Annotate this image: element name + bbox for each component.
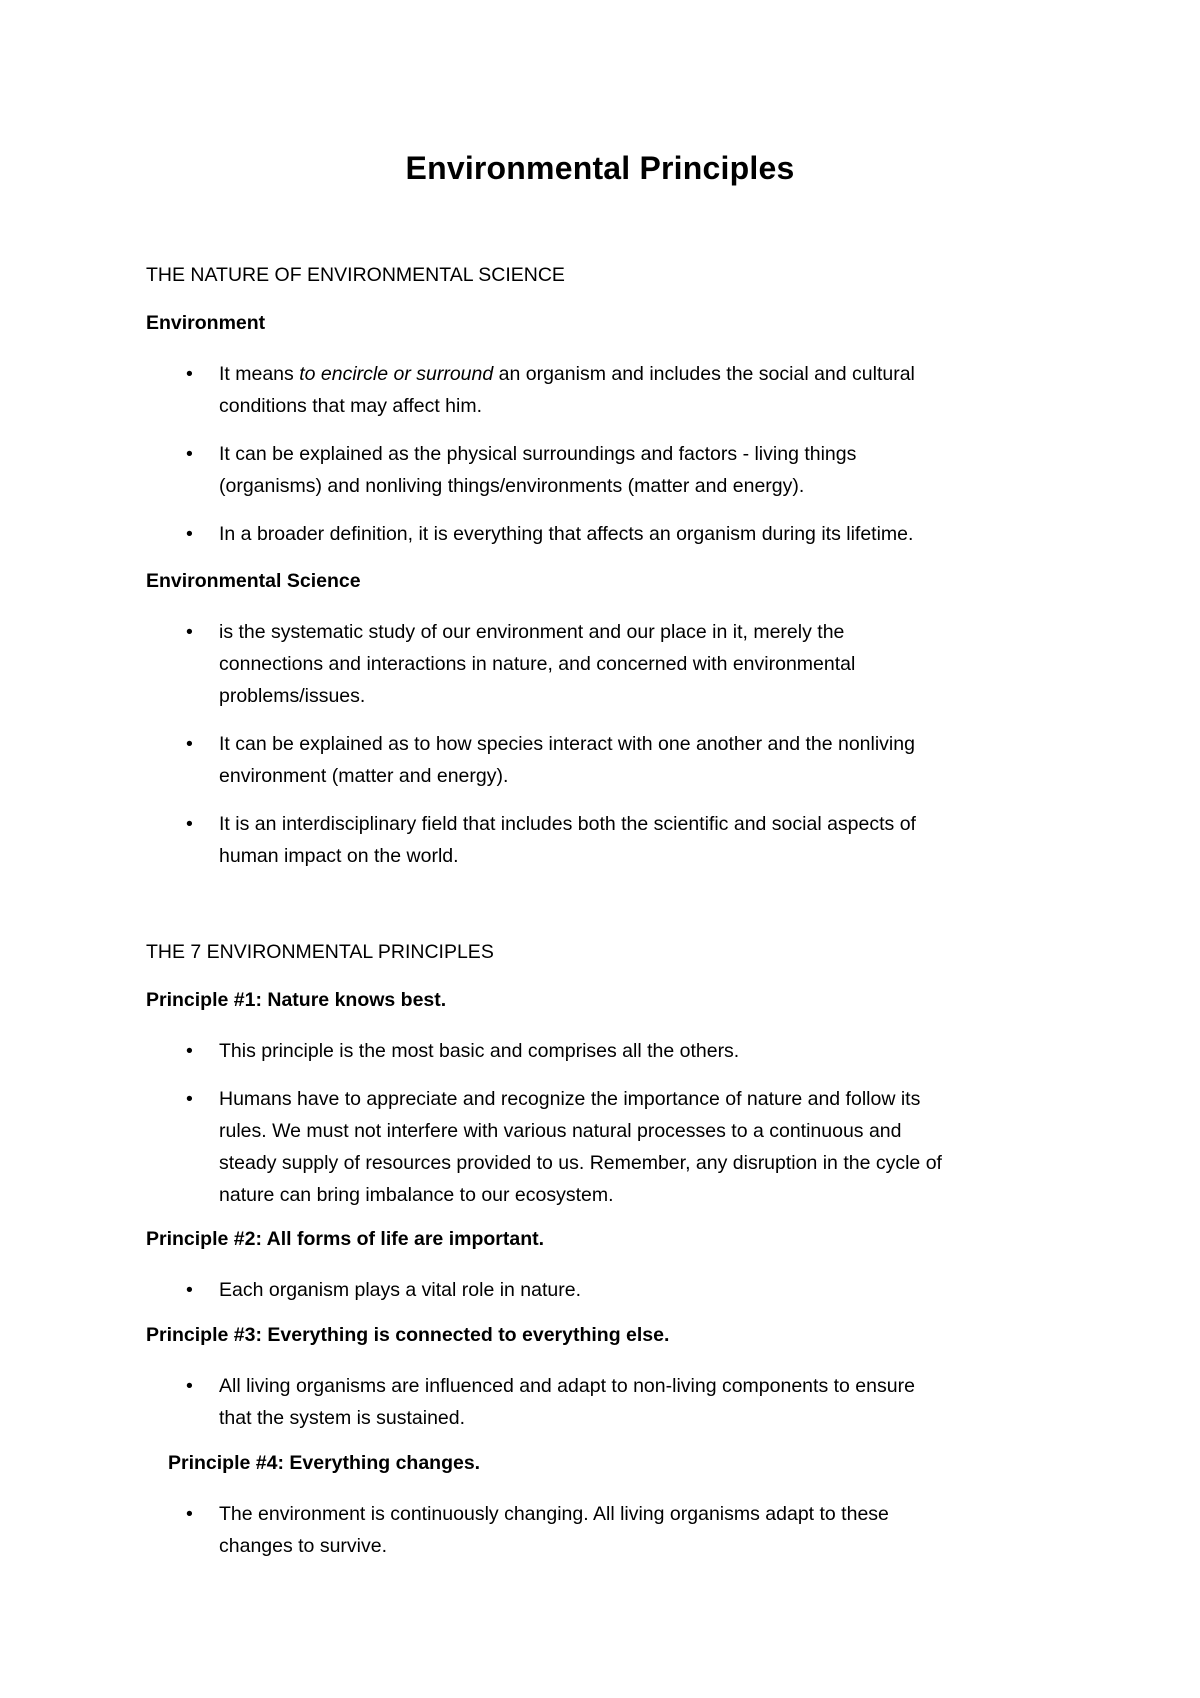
bullet-icon: • xyxy=(186,1375,193,1397)
bullet-icon: • xyxy=(186,733,193,755)
subheading-environmental-science: Environmental Science xyxy=(146,570,361,592)
section-heading-principles: THE 7 ENVIRONMENTAL PRINCIPLES xyxy=(146,941,494,963)
list-item: • This principle is the most basic and comprises all the others. xyxy=(186,1035,1066,1067)
section-heading-nature: THE NATURE OF ENVIRONMENTAL SCIENCE xyxy=(146,264,565,286)
list-item: • It means to encircle or surround an organism and includes the social and cultural conditions that may affect him. xyxy=(186,358,1066,422)
list-item: • In a broader definition, it is everything that affects an organism during its lifetime. xyxy=(186,518,1066,550)
list-item: • It can be explained as to how species interact with one another and the nonliving environment (matter and energy). xyxy=(186,728,1066,792)
list-item: • The environment is continuously changing. All living organisms adapt to these changes to survive. xyxy=(186,1498,1066,1562)
bullet-icon: • xyxy=(186,621,193,643)
subheading-principle-2: Principle #2: All forms of life are important. xyxy=(146,1228,545,1250)
list-item: • Humans have to appreciate and recognize the importance of nature and follow its rules. We must not interfere with various natural processes to a continuous and steady supply of resources provided to us. Remember, any disruption in the cycle of nature can bring imbalance to our ecosystem. xyxy=(186,1083,1066,1211)
bullet-icon: • xyxy=(186,813,193,835)
bullet-icon: • xyxy=(186,363,193,385)
bullet-icon: • xyxy=(186,1040,193,1062)
list-item: • It is an interdisciplinary field that includes both the scientific and social aspects of human impact on the world. xyxy=(186,808,1066,872)
bullet-icon: • xyxy=(186,443,193,465)
subheading-principle-1: Principle #1: Nature knows best. xyxy=(146,989,447,1011)
subheading-principle-4: Principle #4: Everything changes. xyxy=(168,1452,481,1474)
bullet-icon: • xyxy=(186,1279,193,1301)
page-title: Environmental Principles xyxy=(405,150,795,186)
bullet-icon: • xyxy=(186,1503,193,1525)
bullet-icon: • xyxy=(186,523,193,545)
list-item: • Each organism plays a vital role in nature. xyxy=(186,1274,1066,1306)
bullet-icon: • xyxy=(186,1088,193,1110)
subheading-environment: Environment xyxy=(146,312,266,334)
list-item: • is the systematic study of our environment and our place in it, merely the connections and interactions in nature, and concerned with environmental problems/issues. xyxy=(186,616,1066,712)
list-item: • All living organisms are influenced and adapt to non-living components to ensure that the system is sustained. xyxy=(186,1370,1066,1434)
subheading-principle-3: Principle #3: Everything is connected to everything else. xyxy=(146,1324,670,1346)
list-item: • It can be explained as the physical surroundings and factors - living things (organisms) and nonliving things/environments (matter and energy). xyxy=(186,438,1066,502)
